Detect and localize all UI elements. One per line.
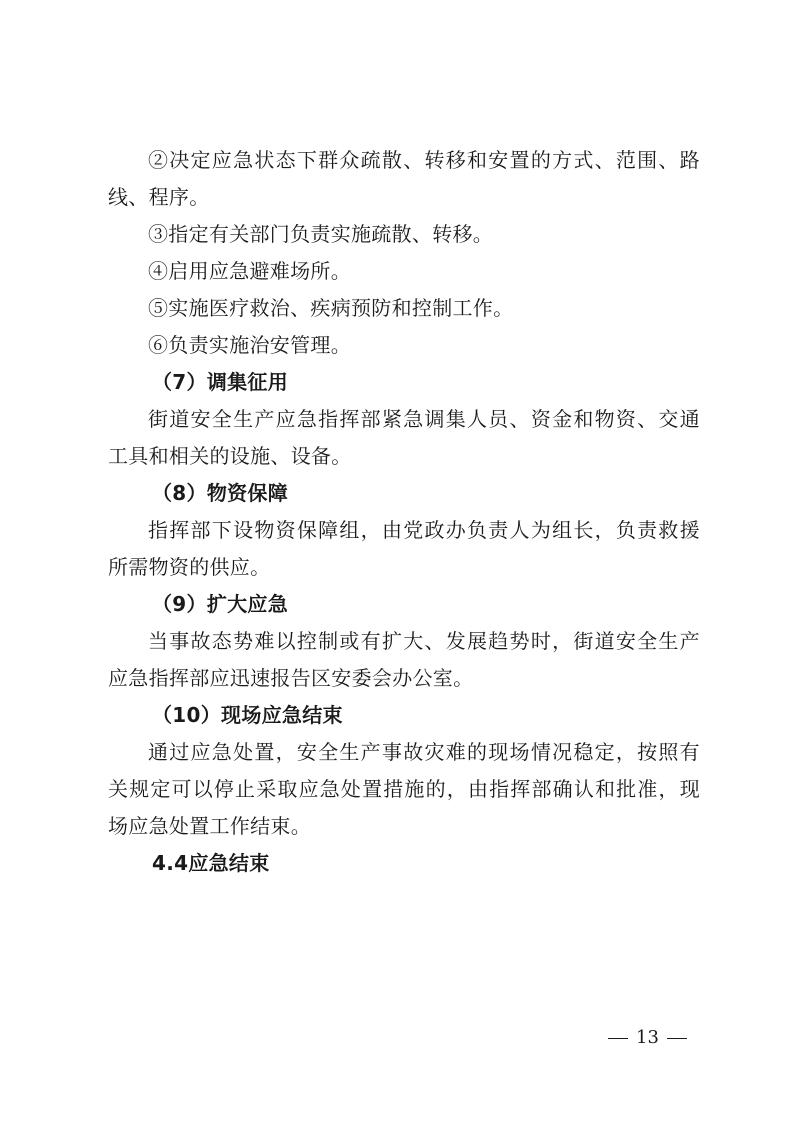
paragraph-requisition-cont: 工具和相关的设施、设备。 (108, 444, 352, 468)
page-number-value: 13 (636, 1027, 659, 1048)
paragraph-requisition: 街道安全生产应急指挥部紧急调集人员、资金和物资、交通 (148, 407, 700, 431)
paragraph-supplies-cont: 所需物资的供应。 (108, 555, 271, 579)
list-item-security: ⑥负责实施治安管理。 (148, 333, 351, 357)
paragraph-supplies: 指挥部下设物资保障组，由党政办负责人为组长，负责救援 (148, 518, 700, 542)
list-item-evacuation: ②决定应急状态下群众疏散、转移和安置的方式、范围、路 (148, 148, 700, 172)
dash-right (667, 1038, 687, 1039)
section-heading-10: （10）现场应急结束 (152, 703, 343, 727)
section-heading-8: （8）物资保障 (152, 481, 289, 505)
dash-left (608, 1038, 628, 1039)
document-body (108, 142, 700, 882)
paragraph-termination-end: 场应急处置工作结束。 (108, 814, 311, 838)
section-heading-4-4: 4.4应急结束 (152, 851, 270, 875)
paragraph-termination: 通过应急处置，安全生产事故灾难的现场情况稳定，按照有 (148, 740, 700, 764)
list-item-evacuation-cont: 线、程序。 (108, 185, 210, 209)
paragraph-escalation-cont: 应急指挥部应迅速报告区安委会办公室。 (108, 666, 474, 690)
page-number (600, 1026, 695, 1050)
paragraph-escalation: 当事故态势难以控制或有扩大、发展趋势时，街道安全生产 (148, 629, 700, 653)
section-heading-9: （9）扩大应急 (152, 592, 289, 616)
list-item-designate-departments: ③指定有关部门负责实施疏散、转移。 (148, 222, 494, 246)
section-heading-7: （7）调集征用 (152, 370, 289, 394)
paragraph-termination-cont: 关规定可以停止采取应急处置措施的，由指挥部确认和批准，现 (108, 777, 700, 801)
list-item-medical: ⑤实施医疗救治、疾病预防和控制工作。 (148, 296, 514, 320)
list-item-shelters: ④启用应急避难场所。 (148, 259, 351, 283)
